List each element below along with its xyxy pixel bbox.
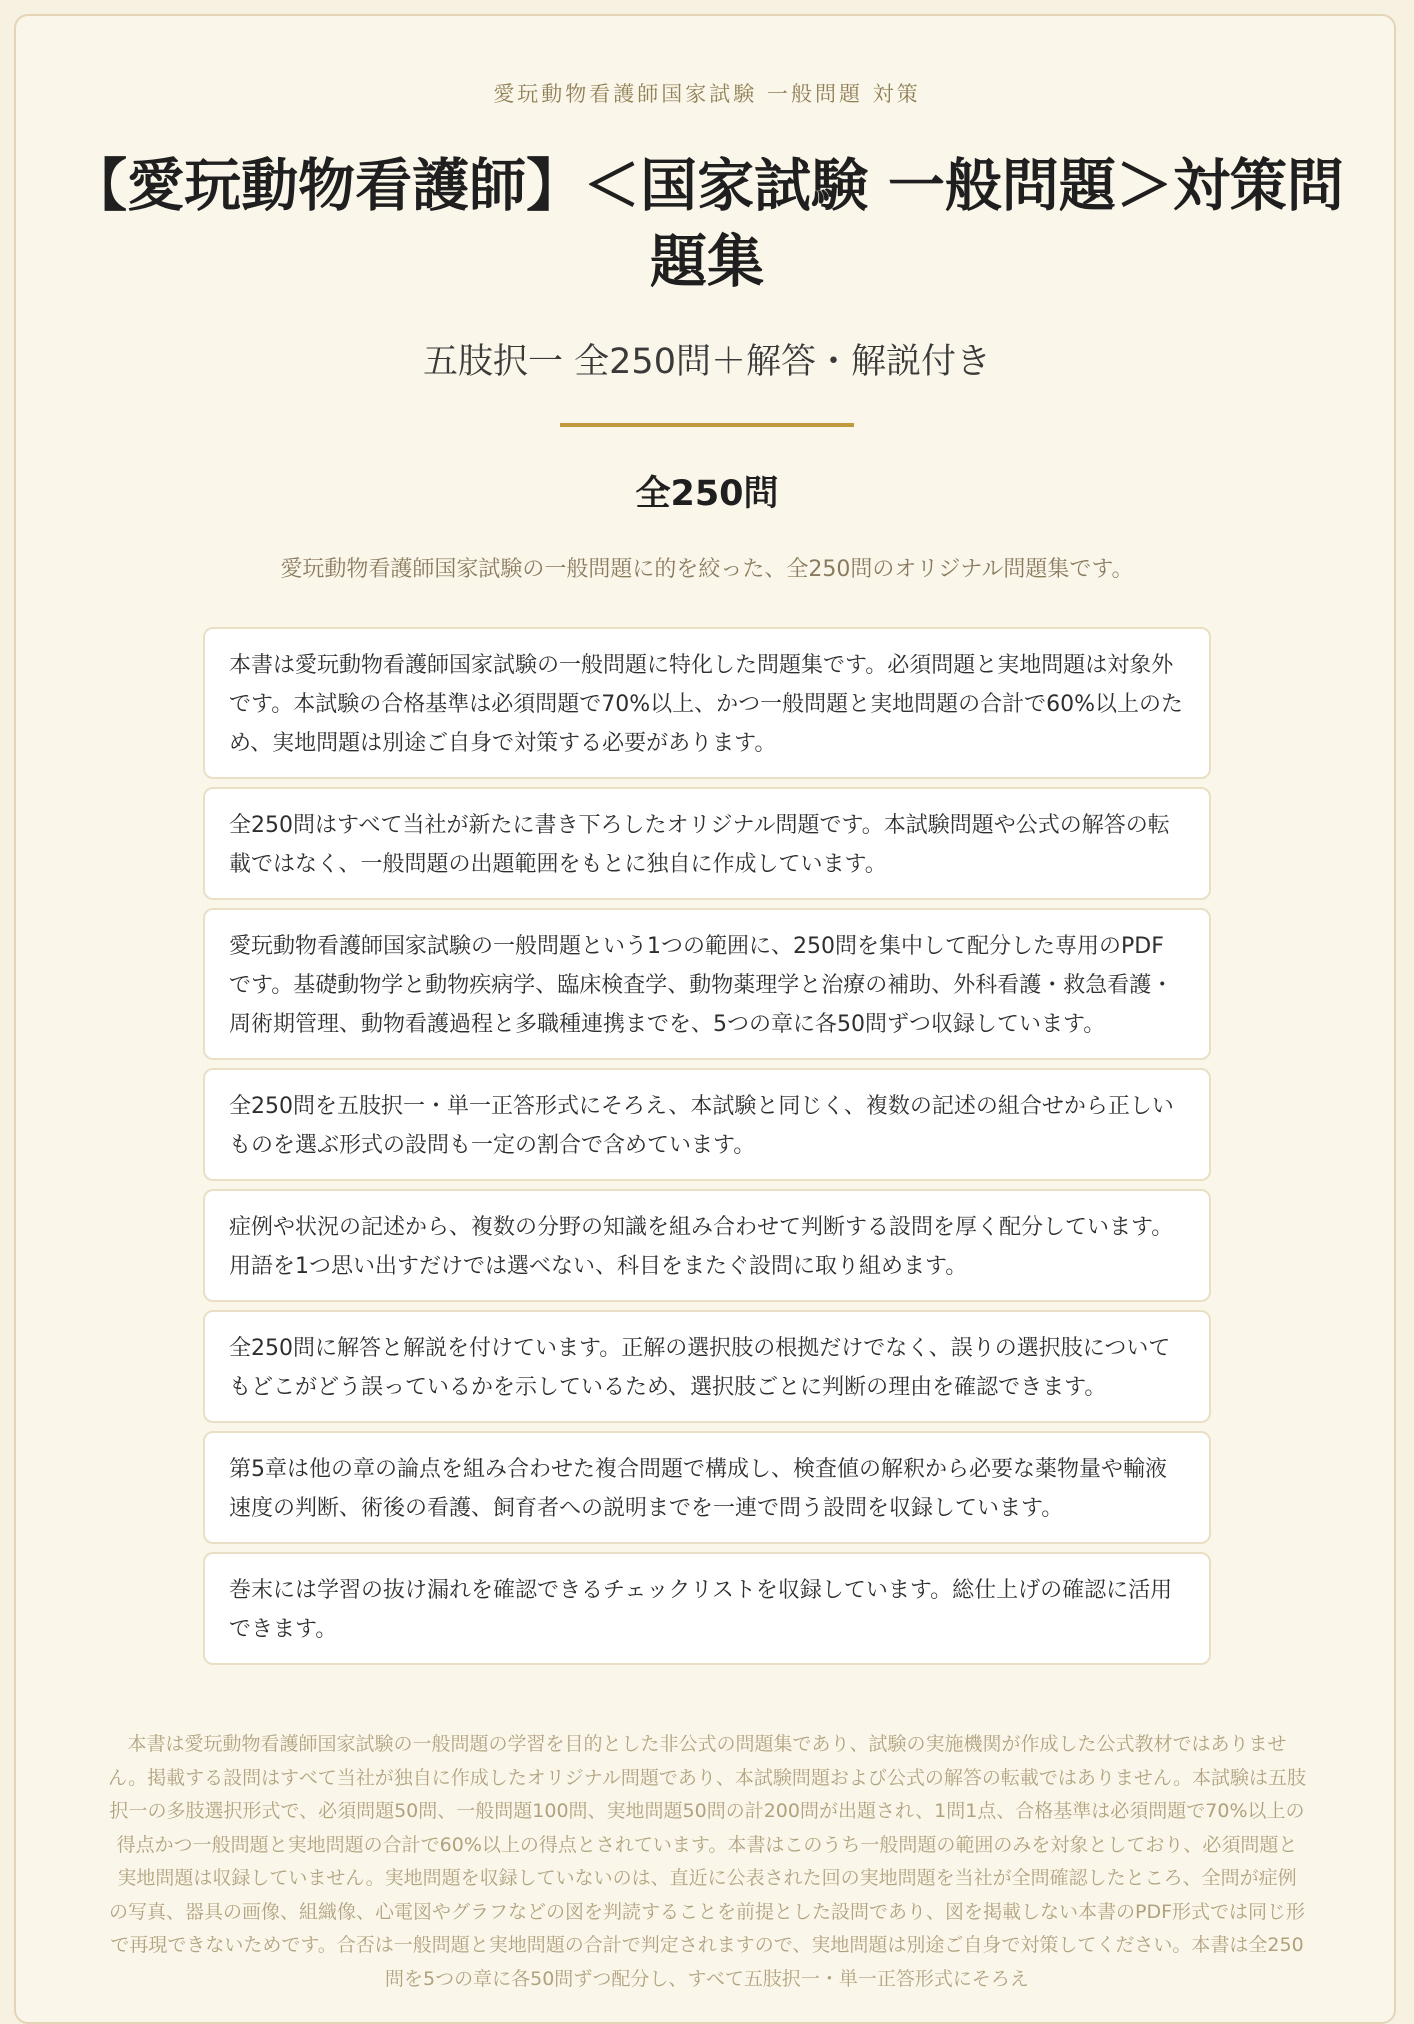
- question-count-heading: 全250問: [635, 474, 779, 514]
- series-label: 愛玩動物看護師国家試験 一般問題 対策: [493, 82, 921, 106]
- feature-card: 全250問を五肢択一・単一正答形式にそろえ、本試験と同じく、複数の記述の組合せから正しいものを選ぶ形式の設問も一定の割合で含めています。: [203, 1068, 1211, 1181]
- feature-card: 全250問はすべて当社が新たに書き下ろしたオリジナル問題です。本試験問題や公式の解答の転載ではなく、一般問題の出題範囲をもとに独自に作成しています。: [203, 787, 1211, 900]
- feature-card: 全250問に解答と解説を付けています。正解の選択肢の根拠だけでなく、誤りの選択肢についてもどこがどう誤っているかを示しているため、選択肢ごとに判断の理由を確認できます。: [203, 1310, 1211, 1423]
- feature-card: 愛玩動物看護師国家試験の一般問題という1つの範囲に、250問を集中して配分した専用のPDFです。基礎動物学と動物疾病学、臨床検査学、動物薬理学と治療の補助、外科看護・救急看護・周術期管理、動物看護過程と多職種連携までを、5つの章に各50問ずつ収録しています。: [203, 908, 1211, 1060]
- page-subtitle: 五肢択一 全250問＋解答・解説付き: [423, 342, 991, 382]
- page-title: 【愛玩動物看護師】＜国家試験 一般問題＞対策問題集: [70, 153, 1344, 295]
- feature-card: 第5章は他の章の論点を組み合わせた複合問題で構成し、検査値の解釈から必要な薬物量や輸液速度の判断、術後の看護、飼育者への説明までを一連で問う設問を収録しています。: [203, 1431, 1211, 1544]
- feature-card: 本書は愛玩動物看護師国家試験の一般問題に特化した問題集です。必須問題と実地問題は対象外です。本試験の合格基準は必須問題で70%以上、かつ一般問題と実地問題の合計で60%以上のため、実地問題は別途ご自身で対策する必要があります。: [203, 627, 1211, 779]
- divider-rule: [560, 423, 854, 427]
- lead-text: 愛玩動物看護師国家試験の一般問題に的を絞った、全250問のオリジナル問題集です。: [280, 557, 1134, 582]
- feature-list: [203, 627, 1211, 1673]
- feature-card: 巻末には学習の抜け漏れを確認できるチェックリストを収録しています。総仕上げの確認に活用できます。: [203, 1552, 1211, 1665]
- feature-card: 症例や状況の記述から、複数の分野の知識を組み合わせて判断する設問を厚く配分しています。用語を1つ思い出すだけでは選べない、科目をまたぐ設問に取り組めます。: [203, 1189, 1211, 1302]
- disclaimer-text: 本書は愛玩動物看護師国家試験の一般問題の学習を目的とした非公式の問題集であり、試験の実施機関が作成した公式教材ではありません。掲載する設問はすべて当社が独自に作成したオリジナル問題であり、本試験問題および公式の解答の転載ではありません。本試験は五肢択一の多肢選択形式で、必須問題50問、一般問題100問、実地問題50問の計200問が出題され、1問1点、合格基準は必須問題で70%以上の得点かつ一般問題と実地問題の合計で60%以上の得点とされています。本書はこのうち一般問題の範囲のみを対象としており、必須問題と実地問題は収録していません。実地問題を収録していないのは、直近に公表された回の実地問題を当社が全問確認したところ、全問が症例の写真、器具の画像、組織像、心電図やグラフなどの図を判読することを前提とした設問であり、図を掲載しない本書のPDF形式では同じ形で再現できないためです。合否は一般問題と実地問題の合計で判定されますので、実地問題は別途ご自身で対策してください。本書は全250問を5つの章に各50問ずつ配分し、すべて五肢択一・単一正答形式にそろえ: [108, 1733, 1306, 1990]
